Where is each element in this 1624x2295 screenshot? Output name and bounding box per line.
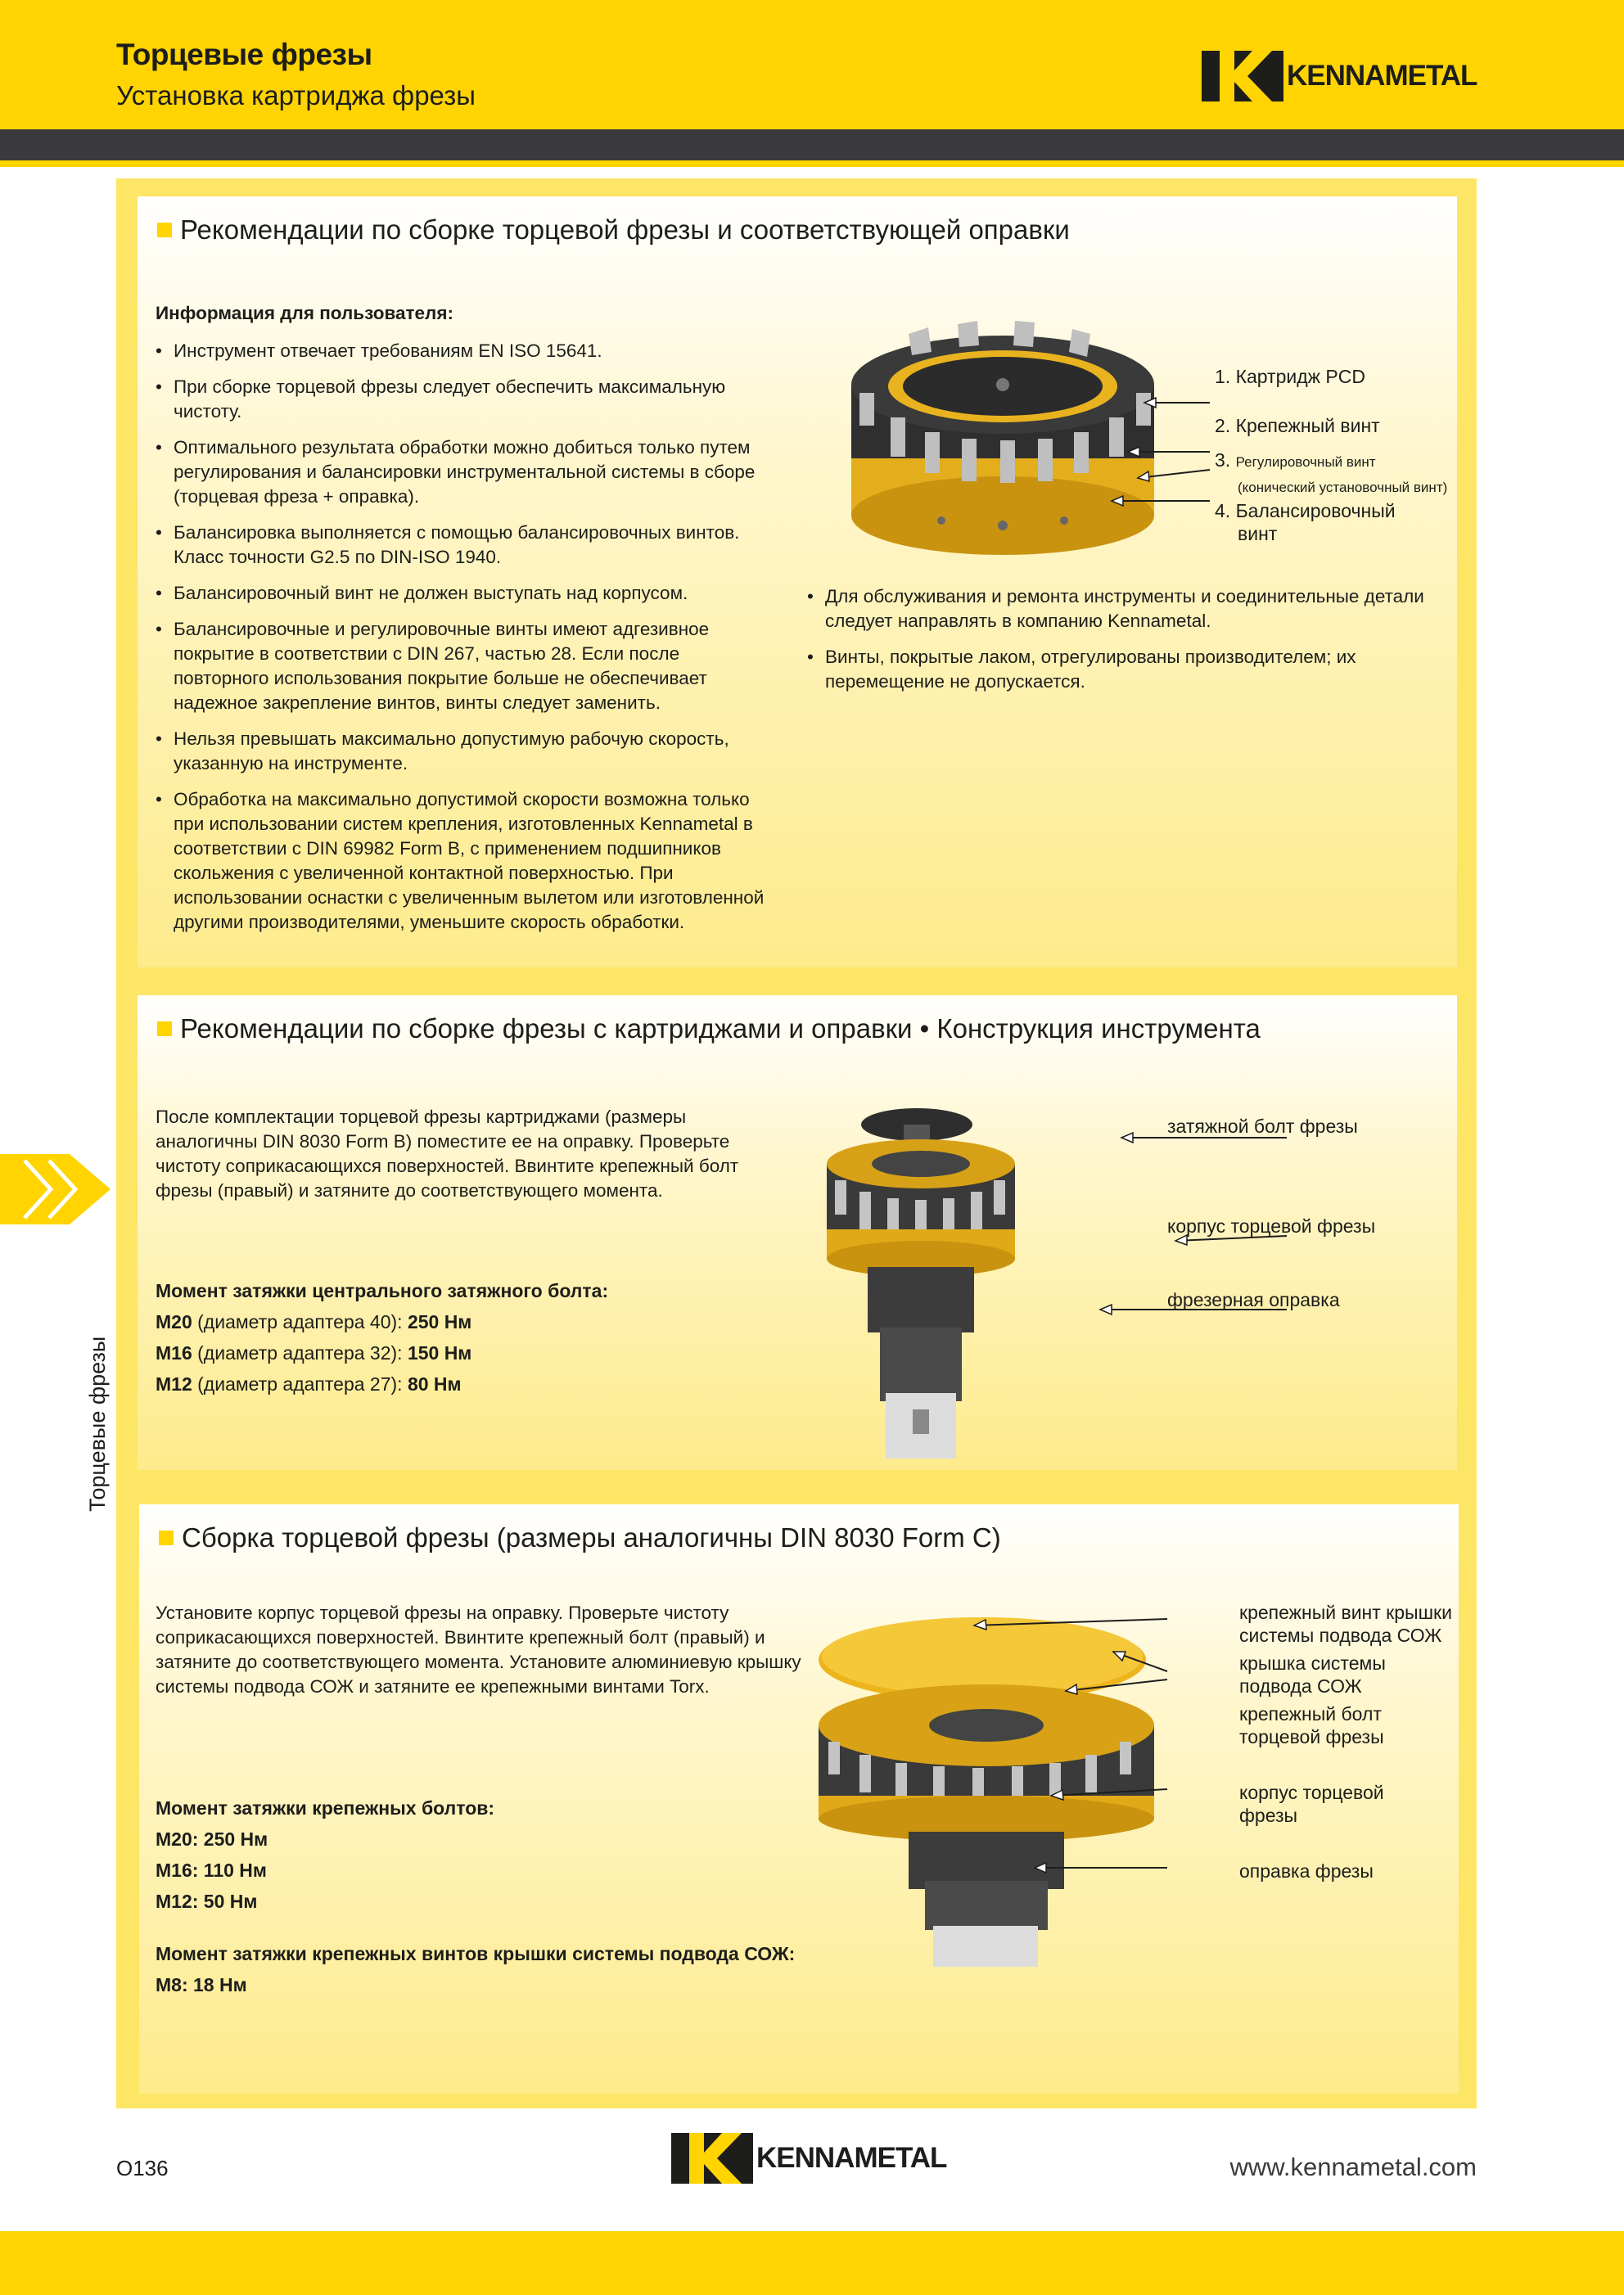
callout-coolant-cover-screw-line2: системы подвода СОЖ <box>1239 1625 1442 1646</box>
central-bolt-torque-table <box>156 1278 608 1403</box>
coolant-cover-screw-torque <box>156 1941 795 2004</box>
website-url[interactable]: www.kennametal.com <box>1229 2153 1477 2181</box>
torque-size: M16 <box>156 1342 192 1364</box>
section3-callout-lines <box>958 1619 1171 1897</box>
callout-adjusting-screw <box>1215 449 1447 499</box>
service-bullet-2: • Винты, покрытые лаком, отрегулированы производителем; их перемещение не допускается. <box>807 645 1446 694</box>
section3-title <box>159 1522 1001 1553</box>
torque-note: (диаметр адаптера 40): <box>192 1311 408 1332</box>
cartridge-mill-illustration <box>819 1107 1064 1475</box>
section-bullet-square-icon <box>157 1021 172 1036</box>
callout-mill-arbor: оправка фрезы <box>1239 1860 1374 1882</box>
section3-title-text: Сборка торцевой фрезы (размеры аналогичны DIN 8030 Form C) <box>182 1522 1001 1553</box>
service-bullet-list <box>807 584 1446 706</box>
callout-coolant-cover-line2: подвода СОЖ <box>1239 1675 1362 1697</box>
header-dark-band <box>0 129 1624 160</box>
torque-value: 150 Нм <box>407 1342 472 1364</box>
callout-mill-bolt <box>1239 1702 1384 1748</box>
page-number: O136 <box>116 2156 169 2180</box>
coolant-screw-torque-row: M8: 18 Нм <box>156 1974 247 1995</box>
callout-coolant-cover-line1: крышка системы <box>1239 1652 1386 1674</box>
info-bullet-5: • Балансировочный винт не должен выступать над корпусом. <box>156 581 778 606</box>
torque-row <box>156 1372 608 1396</box>
info-bullet-4: • Балансировка выполняется с помощью балансировочных винтов. Класс точности G2.5 по DIN-ISO 1940. <box>156 521 778 570</box>
bolt-torque-row: M16: 110 Нм <box>156 1860 267 1881</box>
torque-row <box>156 1341 608 1365</box>
section2-title-text: Рекомендации по сборке фрезы с картриджами и оправки • Конструкция инструмента <box>180 1013 1261 1044</box>
section2-title <box>157 1013 1261 1044</box>
callout-mill-body <box>1239 1781 1384 1827</box>
callout-draw-bolt: затяжной болт фрезы <box>1167 1116 1358 1137</box>
torque-value: 80 Нм <box>407 1373 462 1395</box>
service-bullet-1: • Для обслуживания и ремонта инструменты и соединительные детали следует направлять в компанию Kennametal. <box>807 584 1446 633</box>
callout-mill-bolt-line2: торцевой фрезы <box>1239 1726 1384 1747</box>
section-assembly-recommendations <box>138 196 1457 967</box>
torque-value: 250 Нм <box>407 1311 472 1332</box>
callout-clamping-screw: 2. Крепежный винт <box>1215 415 1380 436</box>
info-bullet-8: • Обработка на максимально допустимой скорости возможна только при использовании систем крепления, изготовленных Kennametal в соответствии с DIN 69982 Form B, с применением подшипников скольжения с увеличенной контактной поверхностью. При использовании оснастки с увеличенным вылетом или изготовленной другими производителями, уменьшите скорость обработки. <box>156 787 778 935</box>
callout-balancing-screw-line2: винт <box>1238 523 1278 544</box>
callout-mill-body-line2: фрезы <box>1239 1805 1298 1826</box>
section-bullet-square-icon <box>157 223 172 237</box>
info-bullet-7: • Нельзя превышать максимально допустимую рабочую скорость, указанную на инструменте. <box>156 727 778 776</box>
torque-row <box>156 1310 608 1334</box>
coolant-screw-torque-heading: Момент затяжки крепежных винтов крышки системы подвода СОЖ: <box>156 1943 796 1964</box>
callout-adjusting-screw-line2: (конический установочный винт) <box>1238 480 1448 495</box>
section3-paragraph: Установите корпус торцевой фрезы на оправку. Проверьте чистоту соприкасающихся поверхностей. Ввинтите крепежный болт (правый) и затяните до соответствующего момента. Установите алюминиевую крышку системы подвода СОЖ и затяните ее крепежными винтами Torx. <box>156 1603 801 1697</box>
callout-adjusting-screw-number: 3. <box>1215 449 1231 471</box>
callout-adjusting-screw-line1: Регулировочный винт <box>1235 454 1376 470</box>
callout-coolant-cover-screw <box>1239 1601 1452 1647</box>
torque-note: (диаметр адаптера 27): <box>192 1373 408 1395</box>
callout-balancing-screw <box>1215 499 1396 545</box>
page-subtitle: Установка картриджа фрезы <box>116 80 476 110</box>
callout-mill-body-line1: корпус торцевой <box>1239 1782 1384 1803</box>
page-title: Торцевые фрезы <box>116 38 372 71</box>
central-bolt-torque-heading: Момент затяжки центрального затяжного болта: <box>156 1280 609 1301</box>
section1-title-text: Рекомендации по сборке торцевой фрезы и соответствующей оправки <box>180 214 1070 245</box>
side-tab-chevron-icon <box>0 1154 111 1224</box>
callout-coolant-cover <box>1239 1652 1386 1698</box>
footer-logo-text: KENNAMETAL <box>756 2142 947 2174</box>
callout-mill-body: корпус торцевой фрезы <box>1167 1215 1376 1237</box>
torque-size: M20 <box>156 1311 192 1332</box>
footer-bar <box>0 2231 1624 2295</box>
kennametal-logo-mark-icon <box>671 2133 753 2184</box>
callout-arbor: фрезерная оправка <box>1167 1289 1340 1310</box>
section2-paragraph: После комплектации торцевой фрезы картриджами (размеры аналогичны DIN 8030 Form B) поместите ее на оправку. Проверьте чистоту соприкасающихся поверхностей. Ввинтите крепежный болт фрезы (правый) и затяните до соответствующего момента. <box>156 1107 739 1201</box>
callout-balancing-screw-line1: 4. Балансировочный <box>1215 500 1396 521</box>
info-bullet-3: • Оптимального результата обработки можно добиться только путем регулирования и балансировки инструментальной системы в сборе (торцевая фреза + оправка). <box>156 435 778 509</box>
callout-coolant-cover-screw-line1: крепежный винт крышки <box>1239 1602 1452 1623</box>
header-yellow-line <box>0 160 1624 167</box>
section-cartridge-mill-assembly <box>138 995 1457 1470</box>
info-bullet-2: • При сборке торцевой фрезы следует обеспечить максимальную чистоту. <box>156 375 778 424</box>
side-tab-label-text: Торцевые фрезы <box>85 1336 110 1512</box>
info-bullet-1: • Инструмент отвечает требованиям EN ISO 15641. <box>156 339 778 363</box>
bolt-torque-heading: Момент затяжки крепежных болтов: <box>156 1797 495 1819</box>
info-bullet-list <box>156 339 778 946</box>
section-form-c-assembly <box>139 1504 1459 2094</box>
info-heading: Информация для пользователя: <box>156 303 453 323</box>
info-bullet-6: • Балансировочные и регулировочные винты имеют адгезивное покрытие в соответствии с DIN 267, частью 28. Если после повторного использования покрытие больше не обеспечивает надежное закрепление винтов, винты следует заменить. <box>156 617 778 715</box>
footer-kennametal-logo <box>671 2133 946 2184</box>
torque-note: (диаметр адаптера 32): <box>192 1342 408 1364</box>
torque-size: M12 <box>156 1373 192 1395</box>
kennametal-logo-mark-icon <box>1202 51 1283 101</box>
kennametal-logo-text: KENNAMETAL <box>1287 60 1477 92</box>
callout-mill-bolt-line1: крепежный болт <box>1239 1703 1382 1725</box>
kennametal-logo <box>1202 51 1477 101</box>
callout-pcd-cartridge: 1. Картридж PCD <box>1215 366 1365 387</box>
section1-title <box>157 214 1070 246</box>
bolt-torque-row: M20: 250 Нм <box>156 1828 268 1850</box>
bolt-torque-row: M12: 50 Нм <box>156 1891 258 1912</box>
section-bullet-square-icon <box>159 1531 174 1545</box>
bolt-torque-table <box>156 1796 494 1920</box>
